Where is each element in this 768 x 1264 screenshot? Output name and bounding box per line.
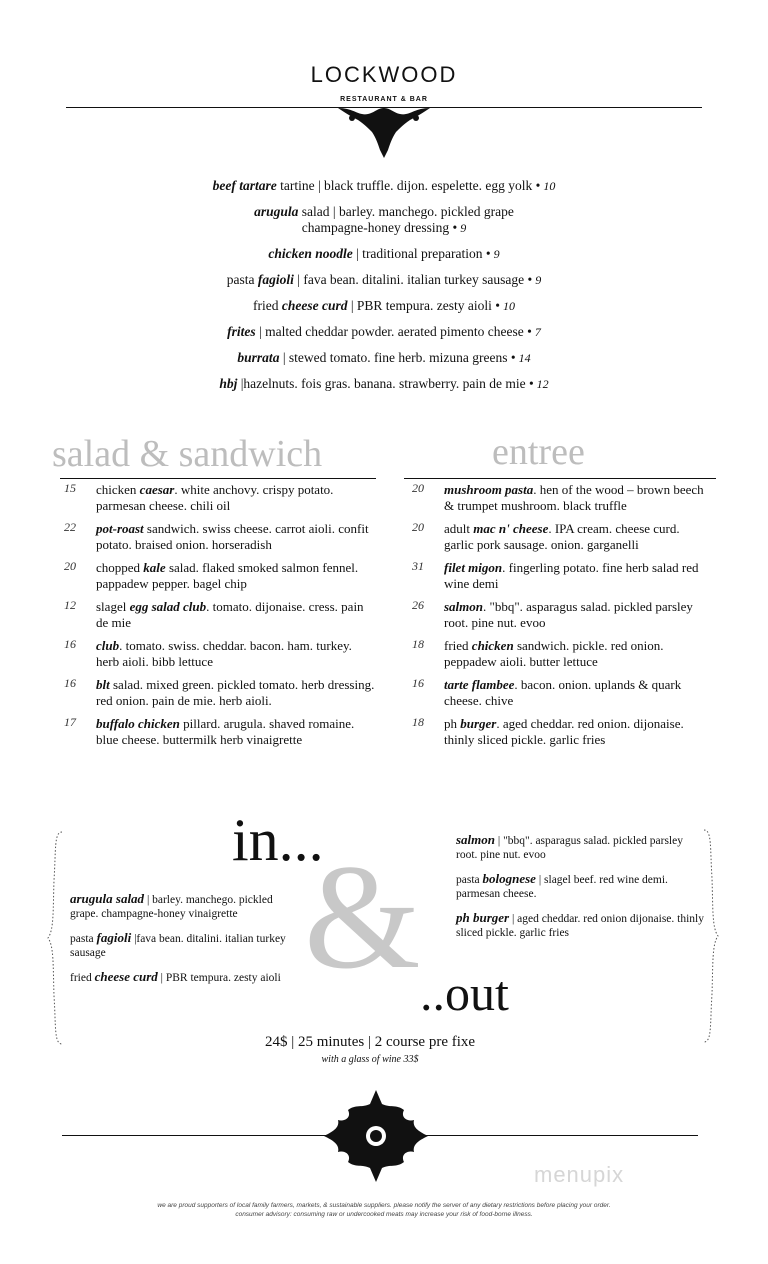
list-item: 22 pot-roast sandwich. swiss cheese. carrot aioli. confit potato. braised onion. horseradish	[64, 520, 369, 552]
ampersand: &	[304, 834, 421, 1000]
starter-item: pasta fagioli | fava bean. ditalini. italian turkey sausage • 9	[226, 272, 542, 287]
salad-list	[64, 482, 376, 755]
list-item: pasta fagioli |fava bean. ditalini. italian turkey sausage	[70, 930, 286, 959]
list-item: 20 chopped kale salad. flaked smoked salmon fennel. pappadew pepper. bagel chip	[64, 559, 359, 591]
list-item: salmon | "bbq". asparagus salad. pickled parsley root. pine nut. evoo	[456, 832, 683, 861]
footer-line: consumer advisory: consuming raw or undercooked meats may increase your risk of food-borne illness.	[235, 1211, 533, 1218]
salad-rule	[60, 478, 376, 479]
list-item: 16 tarte flambee. bacon. onion. uplands & quark cheese. chive	[412, 676, 682, 708]
entree-section-title: entree	[492, 431, 585, 473]
left-brace-icon	[46, 830, 66, 1046]
entree-rule	[404, 478, 716, 479]
list-item: 20 mushroom pasta. hen of the wood – brown beech & trumpet mushroom. black truffle	[412, 481, 704, 513]
footer	[0, 1201, 768, 1219]
list-item: 18 ph burger. aged cheddar. red onion. dijonaise. thinly sliced pickle. garlic fries	[412, 715, 684, 747]
restaurant-subtitle: RESTAURANT & BAR	[340, 96, 428, 103]
salad-section-title: salad & sandwich	[52, 433, 323, 475]
entree-list	[412, 482, 712, 755]
starter-item: frites | malted cheddar powder. aerated pimento cheese • 7	[227, 324, 541, 339]
restaurant-name: LOCKWOOD	[310, 62, 458, 87]
out-heading: ..out	[420, 965, 509, 1021]
list-item: 26 salmon. "bbq". asparagus salad. pickled parsley root. pine nut. evoo	[412, 598, 693, 630]
starters-list	[0, 178, 768, 402]
list-item: 16 club. tomato. swiss. cheddar. bacon. ham. turkey. herb aioli. bibb lettuce	[64, 637, 352, 669]
starter-item: chicken noodle | traditional preparation • 9	[268, 246, 500, 261]
list-item: 15 chicken caesar. white anchovy. crispy potato. parmesan cheese. chili oil	[64, 481, 334, 513]
in-list	[70, 892, 292, 995]
list-item: fried cheese curd | PBR tempura. zesty aioli	[70, 969, 281, 984]
prix-fixe: 24$ | 25 minutes | 2 course pre fixe	[264, 1034, 476, 1050]
top-ornament-icon	[334, 106, 434, 158]
list-item: arugula salad | barley. manchego. pickled grape. champagne-honey vinaigrette	[70, 891, 273, 920]
list-item: 31 filet migon. fingerling potato. fine herb salad red wine demi	[412, 559, 699, 591]
watermark: menupix	[534, 1162, 625, 1187]
wine-pairing: with a glass of wine 33$	[321, 1054, 419, 1065]
list-item: 17 buffalo chicken pillard. arugula. shaved romaine. blue cheese. buttermilk herb vinaigrette	[64, 715, 355, 747]
list-item: 18 fried chicken sandwich. pickle. red onion. peppadew aioli. butter lettuce	[412, 637, 664, 669]
out-list	[456, 833, 706, 950]
starter-item: fried cheese curd | PBR tempura. zesty aioli • 10	[252, 298, 515, 313]
list-item: 20 adult mac n' cheese. IPA cream. cheese curd. garlic pork sausage. onion. garganelli	[412, 520, 680, 552]
starter-item: hbj |hazelnuts. fois gras. banana. strawberry. pain de mie • 12	[219, 376, 549, 391]
list-item: ph burger | aged cheddar. red onion dijonaise. thinly sliced pickle. garlic fries	[456, 910, 704, 939]
in-heading: in...	[232, 807, 324, 873]
starter-item: beef tartare tartine | black truffle. dijon. espelette. egg yolk • 10	[212, 178, 556, 193]
list-item: pasta bolognese | slagel beef. red wine demi. parmesan cheese.	[456, 871, 668, 900]
footer-line: we are proud supporters of local family farmers, markets, & sustainable suppliers. please notify the server of any dietary restrictions before placing your order.	[157, 1202, 611, 1209]
starter-item: arugula salad | barley. manchego. pickled grape champagne-honey dressing • 9	[254, 204, 514, 235]
bottom-ornament-icon	[316, 1090, 436, 1182]
starter-item: burrata | stewed tomato. fine herb. mizuna greens • 14	[237, 350, 531, 365]
list-item: 16 blt salad. mixed green. pickled tomato. herb dressing. red onion. pain de mie. herb aioli.	[64, 676, 375, 708]
list-item: 12 slagel egg salad club. tomato. dijonaise. cress. pain de mie	[64, 598, 364, 630]
